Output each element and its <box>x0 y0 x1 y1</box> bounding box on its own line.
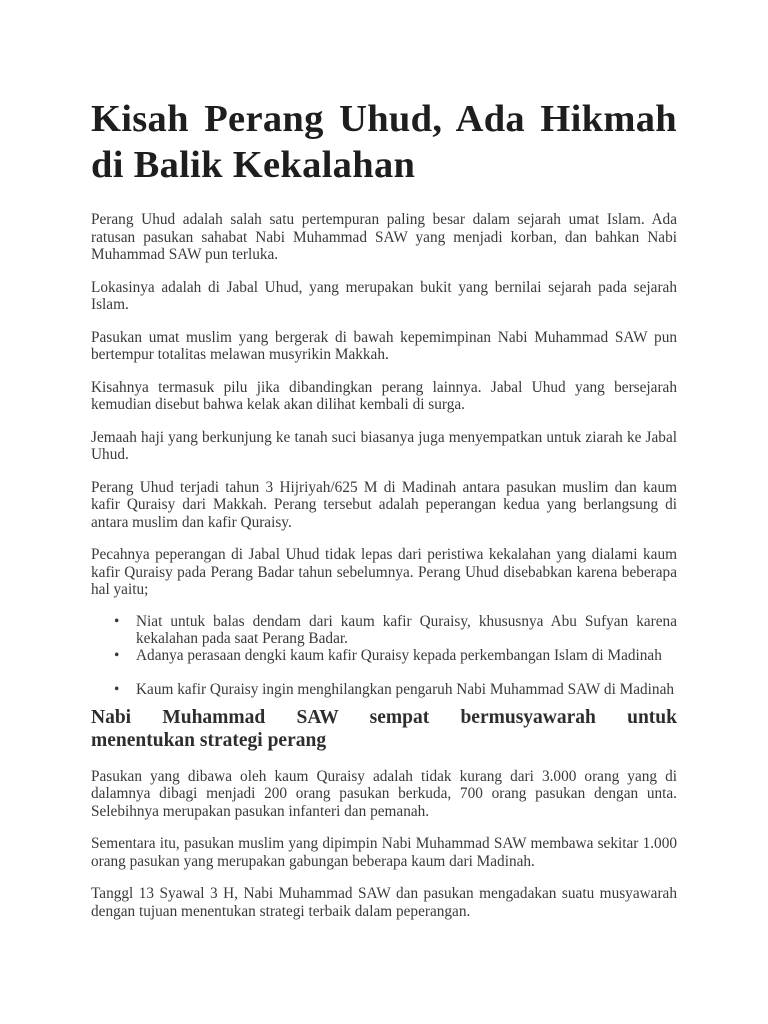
article-title: Kisah Perang Uhud, Ada Hikmah di Balik Kekalahan <box>91 98 677 186</box>
list-item-text: Kaum kafir Quraisy ingin menghilangkan pengaruh Nabi Muhammad SAW di Madinah <box>136 680 675 698</box>
paragraph: Lokasinya adalah di Jabal Uhud, yang merupakan bukit yang bernilai sejarah pada sejarah Islam. <box>91 278 677 313</box>
list-item <box>114 680 677 707</box>
paragraph: Pasukan umat muslim yang bergerak di bawah kepemimpinan Nabi Muhammad SAW pun bertempur totalitas melawan musyrikin Makkah. <box>91 328 677 363</box>
bullet-icon: • <box>114 680 120 698</box>
bullet-icon: • <box>114 646 120 664</box>
paragraph: Sementara itu, pasukan muslim yang dipimpin Nabi Muhammad SAW membawa sekitar 1.000 orang pasukan yang merupakan gabungan beberapa kaum dari Madinah. <box>91 835 677 870</box>
bullet-icon: • <box>114 612 120 630</box>
document-page <box>91 96 677 920</box>
paragraph: Tanggl 13 Syawal 3 H, Nabi Muhammad SAW dan pasukan mengadakan suatu musyawarah dengan tujuan menentukan strategi terbaik dalam peperangan. <box>91 885 677 920</box>
cause-list <box>91 613 677 707</box>
section-heading-line: menentukan strategi perang <box>91 729 327 751</box>
paragraph: Perang Uhud terjadi tahun 3 Hijriyah/625 M di Madinah antara pasukan muslim dan kaum kafir Quraisy dari Makkah. Perang tersebut adalah peperangan kedua yang berlangsung di antara muslim dan kafir Quraisy. <box>91 478 677 531</box>
list-item <box>114 612 677 648</box>
section-heading-line: Nabi Muhammad SAW sempat bermusyawarah untuk <box>91 706 677 728</box>
paragraph: Perang Uhud adalah salah satu pertempuran paling besar dalam sejarah umat Islam. Ada ratusan pasukan sahabat Nabi Muhammad SAW yang menjadi korban, dan bahkan Nabi Muhammad SAW pun terluka. <box>91 211 677 263</box>
paragraph: Pasukan yang dibawa oleh kaum Quraisy adalah tidak kurang dari 3.000 orang yang di dalamnya dibagi menjadi 200 orang pasukan berkuda, 700 orang pasukan dengan unta. Selebihnya merupakan pasukan infanteri dan pemanah. <box>91 767 677 820</box>
list-item-text: Adanya perasaan dengki kaum kafir Quraisy kepada perkembangan Islam di Madinah <box>136 646 662 664</box>
paragraph: Jemaah haji yang berkunjung ke tanah suci biasanya juga menyempatkan untuk ziarah ke Jabal Uhud. <box>91 428 677 463</box>
paragraph: Pecahnya peperangan di Jabal Uhud tidak lepas dari peristiwa kekalahan yang dialami kaum kafir Quraisy pada Perang Badar tahun sebelumnya. Perang Uhud disebabkan karena beberapa hal yaitu; <box>91 546 677 598</box>
section-heading <box>91 706 677 752</box>
list-item <box>114 646 677 682</box>
list-item-text: Niat untuk balas dendam dari kaum kafir Quraisy, khususnya Abu Sufyan karena kekalahan pada saat Perang Badar. <box>136 612 677 647</box>
paragraph: Kisahnya termasuk pilu jika dibandingkan perang lainnya. Jabal Uhud yang bersejarah kemudian disebut bahwa kelak akan dilihat kembali di surga. <box>91 378 677 413</box>
